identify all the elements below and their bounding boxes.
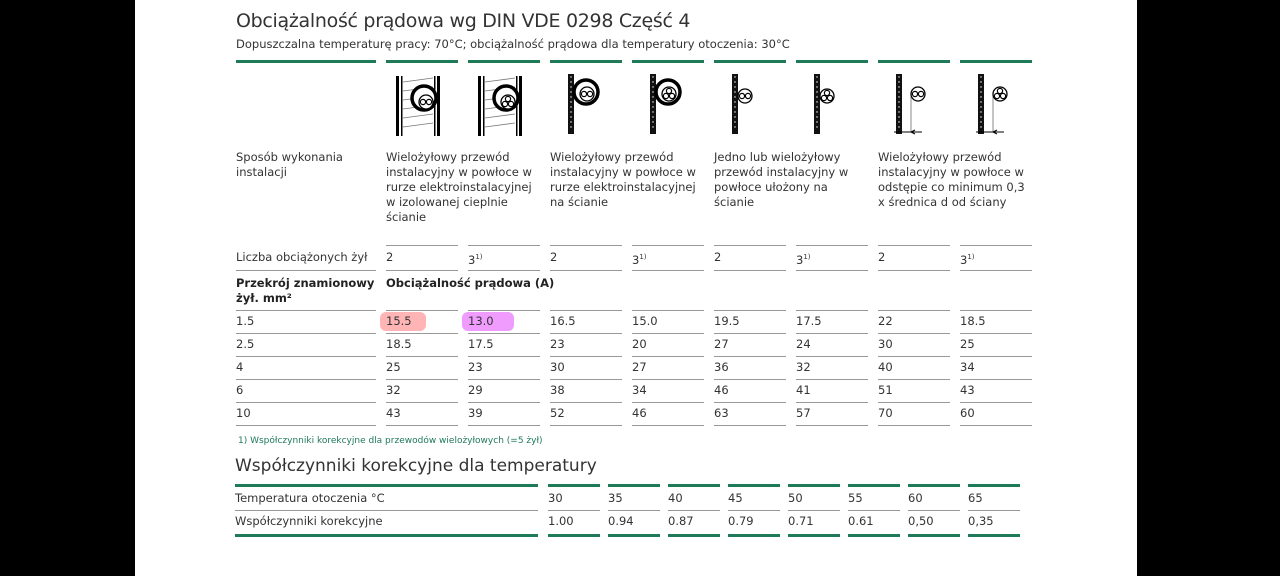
green-rule	[668, 534, 720, 537]
capacity-value: 32	[796, 360, 811, 374]
method-description: Wielożyłowy przewód instalacyjny w powłoce w rurze elektroinstalacyjnej w izolowanej cieplnie ścianie	[386, 150, 532, 224]
cores-value	[796, 250, 811, 268]
row-divider	[632, 425, 704, 426]
capacity-value: 34	[960, 360, 975, 374]
green-rule	[878, 60, 950, 63]
green-rule	[788, 534, 840, 537]
row-divider	[796, 402, 868, 403]
row-divider	[468, 425, 540, 426]
capacity-value: 13.0	[462, 312, 514, 331]
capacity-value: 43	[960, 383, 975, 397]
row-divider	[960, 356, 1032, 357]
row-divider	[960, 333, 1032, 334]
conduit-on-wall-cable-3-core-icon	[636, 72, 696, 140]
green-rule	[236, 60, 376, 63]
temperature-value: 30	[548, 491, 563, 505]
spaced-from-wall-cable-3-core-icon	[964, 72, 1024, 140]
method-label: Sposób wykonania instalacji	[236, 150, 343, 179]
capacity-value: 27	[632, 360, 647, 374]
row-divider	[960, 425, 1032, 426]
capacity-value: 30	[878, 337, 893, 351]
capacity-value: 15.5	[380, 312, 426, 331]
capacity-value: 39	[468, 406, 483, 420]
cores-value	[878, 250, 885, 265]
row-divider	[968, 510, 1020, 511]
green-rule	[550, 60, 622, 63]
capacity-value: 52	[550, 406, 565, 420]
capacity-value: 60	[960, 406, 975, 420]
row-divider	[878, 379, 950, 380]
temperature-value: 40	[668, 491, 683, 505]
temperature-value: 50	[788, 491, 803, 505]
capacity-value: 70	[878, 406, 893, 420]
temperature-value: 60	[908, 491, 923, 505]
green-rule	[728, 534, 780, 537]
capacity-value: 32	[386, 383, 401, 397]
row-divider	[386, 356, 458, 357]
footnote-mark: 1)	[475, 253, 483, 261]
coefficient-label: Współczynniki korekcyjne	[235, 514, 383, 528]
on-wall-cable-2-core-icon	[718, 72, 778, 140]
capacity-value: 29	[468, 383, 483, 397]
footnote: 1) Współczynniki korekcyjne dla przewodów wielożyłowych (=5 żył)	[238, 436, 543, 446]
temperature-section-title: Współczynniki korekcyjne dla temperatury	[235, 456, 597, 476]
capacity-value: 17.5	[796, 314, 822, 328]
capacity-value: 30	[550, 360, 565, 374]
cores-number: 3	[632, 252, 640, 267]
green-rule	[908, 534, 960, 537]
capacity-value: 25	[386, 360, 401, 374]
capacity-value: 41	[796, 383, 811, 397]
capacity-value: 57	[796, 406, 811, 420]
row-divider	[788, 510, 840, 511]
row-divider	[632, 310, 704, 311]
row-divider	[714, 379, 786, 380]
row-divider	[960, 310, 1032, 311]
capacity-value: 23	[468, 360, 483, 374]
green-rule	[848, 534, 900, 537]
green-rule	[235, 484, 538, 487]
row-divider	[386, 379, 458, 380]
capacity-value: 17.5	[468, 337, 494, 351]
row-divider	[878, 402, 950, 403]
spaced-from-wall-cable-2-core-icon	[882, 72, 942, 140]
row-divider	[796, 245, 868, 246]
row-divider	[386, 333, 458, 334]
green-rule	[960, 60, 1032, 63]
footnote-mark: 1)	[639, 253, 647, 261]
cores-number: 3	[468, 252, 476, 267]
row-divider	[908, 510, 960, 511]
coefficient-value: 0.71	[788, 514, 814, 528]
capacity-value: 43	[386, 406, 401, 420]
row-divider	[632, 379, 704, 380]
insulated-wall-cable-2-core-icon	[390, 72, 450, 140]
row-divider	[236, 402, 376, 403]
row-divider	[960, 245, 1032, 246]
row-divider	[632, 245, 704, 246]
cores-number: 2	[386, 250, 394, 264]
cores-number: 2	[878, 250, 886, 264]
cross-section-value: 10	[236, 406, 251, 420]
capacity-value: 38	[550, 383, 565, 397]
cross-section-value: 6	[236, 383, 244, 397]
row-divider	[236, 310, 376, 311]
coefficient-value: 0.87	[668, 514, 694, 528]
footnote-mark: 1)	[967, 253, 975, 261]
green-rule	[386, 60, 458, 63]
green-rule	[848, 484, 900, 487]
row-divider	[386, 402, 458, 403]
row-divider	[878, 356, 950, 357]
temperature-value: 65	[968, 491, 983, 505]
row-divider	[714, 270, 786, 271]
temperature-value: 45	[728, 491, 743, 505]
green-rule	[608, 484, 660, 487]
capacity-value: 19.5	[714, 314, 740, 328]
row-divider	[960, 270, 1032, 271]
row-divider	[714, 356, 786, 357]
capacity-value: 18.5	[960, 314, 986, 328]
capacity-value: 22	[878, 314, 893, 328]
row-divider	[960, 402, 1032, 403]
row-divider	[548, 510, 600, 511]
green-rule	[468, 60, 540, 63]
row-divider	[796, 310, 868, 311]
row-divider	[848, 510, 900, 511]
cores-number: 2	[714, 250, 722, 264]
cross-section-value: 2.5	[236, 337, 255, 351]
row-divider	[728, 510, 780, 511]
row-divider	[550, 333, 622, 334]
row-divider	[550, 310, 622, 311]
capacity-value: 20	[632, 337, 647, 351]
cores-value	[386, 250, 393, 265]
row-divider	[796, 333, 868, 334]
green-rule	[608, 534, 660, 537]
insulated-wall-cable-3-core-icon	[472, 72, 532, 140]
row-divider	[386, 310, 458, 311]
temperature-label: Temperatura otoczenia °C	[235, 491, 385, 505]
green-rule	[632, 60, 704, 63]
row-divider	[632, 402, 704, 403]
green-rule	[968, 484, 1020, 487]
row-divider	[632, 333, 704, 334]
capacity-value: 27	[714, 337, 729, 351]
coefficient-value: 0.79	[728, 514, 754, 528]
capacity-value: 46	[714, 383, 729, 397]
method-description: Wielożyłowy przewód instalacyjny w powłoce w rurze elektroinstalacyjnej na ścianie	[550, 150, 696, 209]
row-divider	[550, 402, 622, 403]
section-label: Przekrój znamionowy żył. mm²	[236, 276, 375, 305]
green-rule	[788, 484, 840, 487]
green-rule	[668, 484, 720, 487]
cores-value	[632, 250, 647, 268]
capacity-value: 23	[550, 337, 565, 351]
capacity-value: 34	[632, 383, 647, 397]
row-divider	[550, 379, 622, 380]
row-divider	[878, 245, 950, 246]
row-divider	[878, 310, 950, 311]
green-rule	[548, 484, 600, 487]
row-divider	[236, 379, 376, 380]
row-divider	[386, 270, 458, 271]
green-rule	[714, 60, 786, 63]
capacity-value: 51	[878, 383, 893, 397]
capacity-value: 63	[714, 406, 729, 420]
row-divider	[878, 270, 950, 271]
row-divider	[468, 245, 540, 246]
row-divider	[468, 379, 540, 380]
capacity-label: Obciążalność prądowa (A)	[386, 276, 555, 290]
row-divider	[386, 425, 458, 426]
page-title: Obciążalność prądowa wg DIN VDE 0298 Część 4	[236, 10, 691, 32]
row-divider	[235, 510, 538, 511]
capacity-value: 16.5	[550, 314, 576, 328]
temperature-value: 35	[608, 491, 623, 505]
row-divider	[550, 245, 622, 246]
capacity-value: 18.5	[386, 337, 412, 351]
subtitle: Dopuszczalna temperaturę pracy: 70°C; obciążalność prądowa dla temperatury otoczenia: 30°C	[236, 37, 790, 51]
row-divider	[796, 425, 868, 426]
row-divider	[714, 425, 786, 426]
row-divider	[878, 425, 950, 426]
capacity-value: 15.0	[632, 314, 658, 328]
row-divider	[608, 510, 660, 511]
row-divider	[550, 425, 622, 426]
row-divider	[796, 379, 868, 380]
cores-value	[468, 250, 483, 268]
method-description: Jedno lub wielożyłowy przewód instalacyjny w powłoce ułożony na ścianie	[714, 150, 849, 209]
row-divider	[714, 310, 786, 311]
capacity-value: 36	[714, 360, 729, 374]
coefficient-value: 0,35	[968, 514, 994, 528]
row-divider	[714, 245, 786, 246]
row-divider	[960, 379, 1032, 380]
capacity-value: 46	[632, 406, 647, 420]
row-divider	[796, 356, 868, 357]
cores-value	[714, 250, 721, 265]
green-rule	[548, 534, 600, 537]
row-divider	[386, 245, 458, 246]
row-divider	[468, 402, 540, 403]
on-wall-cable-3-core-icon	[800, 72, 860, 140]
green-rule	[968, 534, 1020, 537]
row-divider	[236, 425, 376, 426]
cores-label: Liczba obciążonych żył	[236, 250, 368, 264]
cores-number: 3	[796, 252, 804, 267]
row-divider	[236, 356, 376, 357]
row-divider	[468, 310, 540, 311]
green-rule	[235, 534, 538, 537]
row-divider	[714, 333, 786, 334]
row-divider	[796, 270, 868, 271]
green-rule	[908, 484, 960, 487]
coefficient-value: 0.61	[848, 514, 874, 528]
row-divider	[668, 510, 720, 511]
capacity-value: 40	[878, 360, 893, 374]
row-divider	[714, 402, 786, 403]
capacity-value: 24	[796, 337, 811, 351]
row-divider	[468, 333, 540, 334]
temperature-value: 55	[848, 491, 863, 505]
row-divider	[632, 270, 704, 271]
coefficient-value: 0.94	[608, 514, 634, 528]
cores-value	[550, 250, 557, 265]
cores-number: 3	[960, 252, 968, 267]
row-divider	[878, 333, 950, 334]
row-divider	[236, 333, 376, 334]
method-description: Wielożyłowy przewód instalacyjny w powłoce w odstępie co minimum 0,3 x średnica d od ściany	[878, 150, 1025, 209]
footnote-mark: 1)	[803, 253, 811, 261]
row-divider	[468, 270, 540, 271]
row-divider	[236, 270, 376, 271]
coefficient-value: 1.00	[548, 514, 574, 528]
cross-section-value: 4	[236, 360, 244, 374]
row-divider	[632, 356, 704, 357]
cross-section-value: 1.5	[236, 314, 255, 328]
cores-number: 2	[550, 250, 558, 264]
green-rule	[796, 60, 868, 63]
document-page	[135, 0, 1137, 576]
conduit-on-wall-cable-2-core-icon	[554, 72, 614, 140]
coefficient-value: 0,50	[908, 514, 934, 528]
row-divider	[550, 356, 622, 357]
capacity-value: 25	[960, 337, 975, 351]
cores-value	[960, 250, 975, 268]
row-divider	[550, 270, 622, 271]
green-rule	[728, 484, 780, 487]
row-divider	[468, 356, 540, 357]
